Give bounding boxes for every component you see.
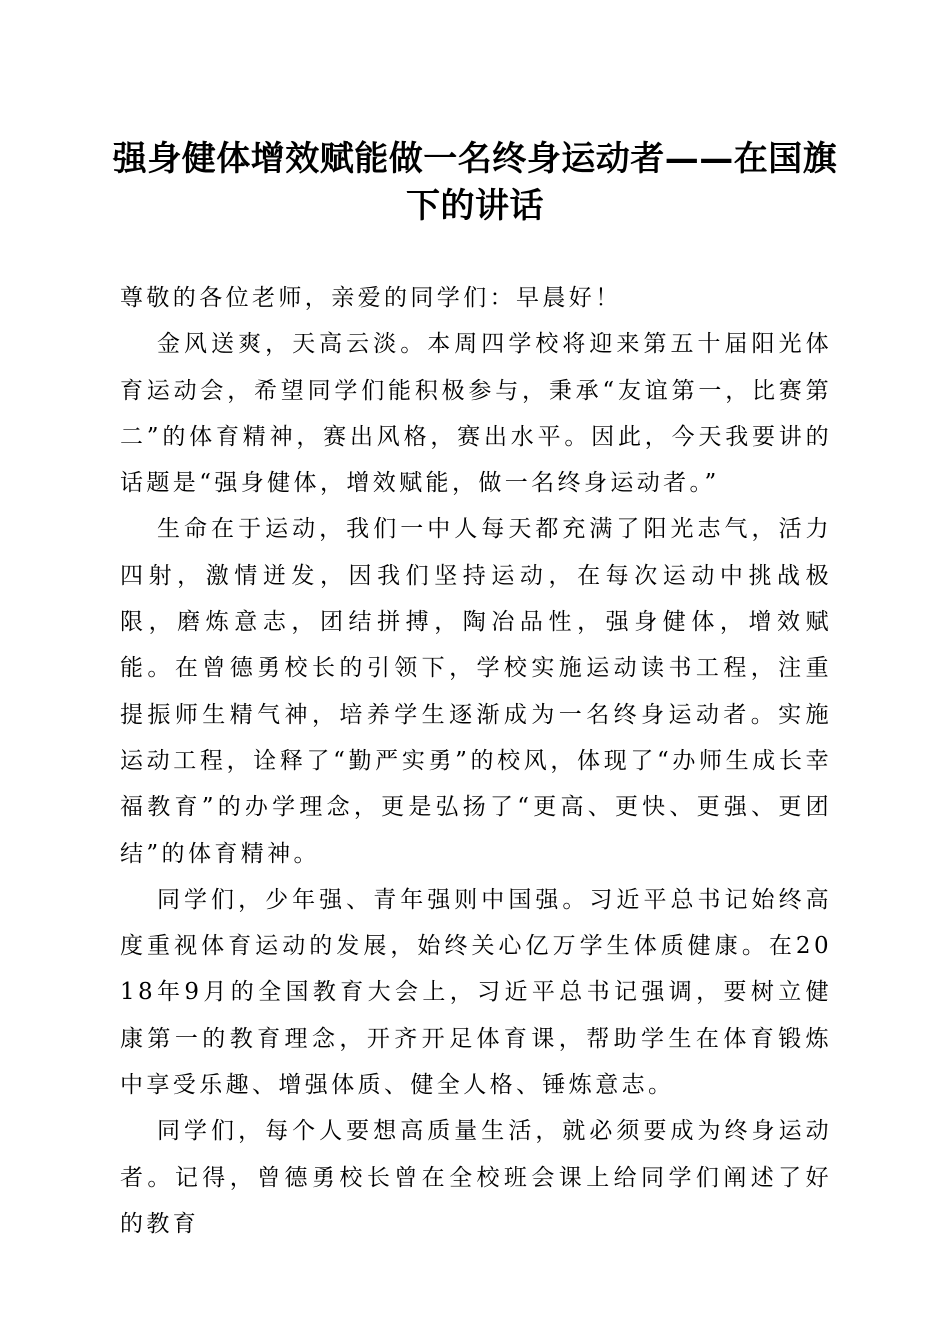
- document-body: [120, 275, 832, 1247]
- paragraph-1: 金风送爽，天高云淡。本周四学校将迎来第五十届阳光体育运动会，希望同学们能积极参与，秉承“友谊第一，比赛第二”的体育精神，赛出风格，赛出水平。因此，今天我要讲的话题是“强身健体，增效赋能，做一名终身运动者。”: [120, 331, 832, 497]
- paragraph-3: 同学们，少年强、青年强则中国强。习近平总书记始终高度重视体育运动的发展，始终关心亿万学生体质健康。在2018年9月的全国教育大会上，习近平总书记强调，要树立健康第一的教育理念，开齐开足体育课，帮助学生在体育锻炼中享受乐趣、增强体质、健全人格、锤炼意志。: [120, 886, 832, 1099]
- greeting-line: 尊敬的各位老师，亲爱的同学们：早晨好！: [120, 285, 622, 311]
- paragraph-2: 生命在于运动，我们一中人每天都充满了阳光志气，活力四射，激情迸发，因我们坚持运动，在每次运动中挑战极限，磨炼意志，团结拼搏，陶冶品性，强身健体，增效赋能。在曾德勇校长的引领下，学校实施运动读书工程，注重提振师生精气神，培养学生逐渐成为一名终身运动者。实施运动工程，诠释了“勤严实勇”的校风，体现了“办师生成长幸福教育”的办学理念，更是弘扬了“更高、更快、更强、更团结”的体育精神。: [120, 516, 832, 867]
- document-title: 强身健体增效赋能做一名终身运动者——在国旗下的讲话: [112, 139, 838, 226]
- paragraph-4: 同学们，每个人要想高质量生活，就必须要成为终身运动者。记得，曾德勇校长曾在全校班会课上给同学们阐述了好的教育: [120, 1118, 832, 1237]
